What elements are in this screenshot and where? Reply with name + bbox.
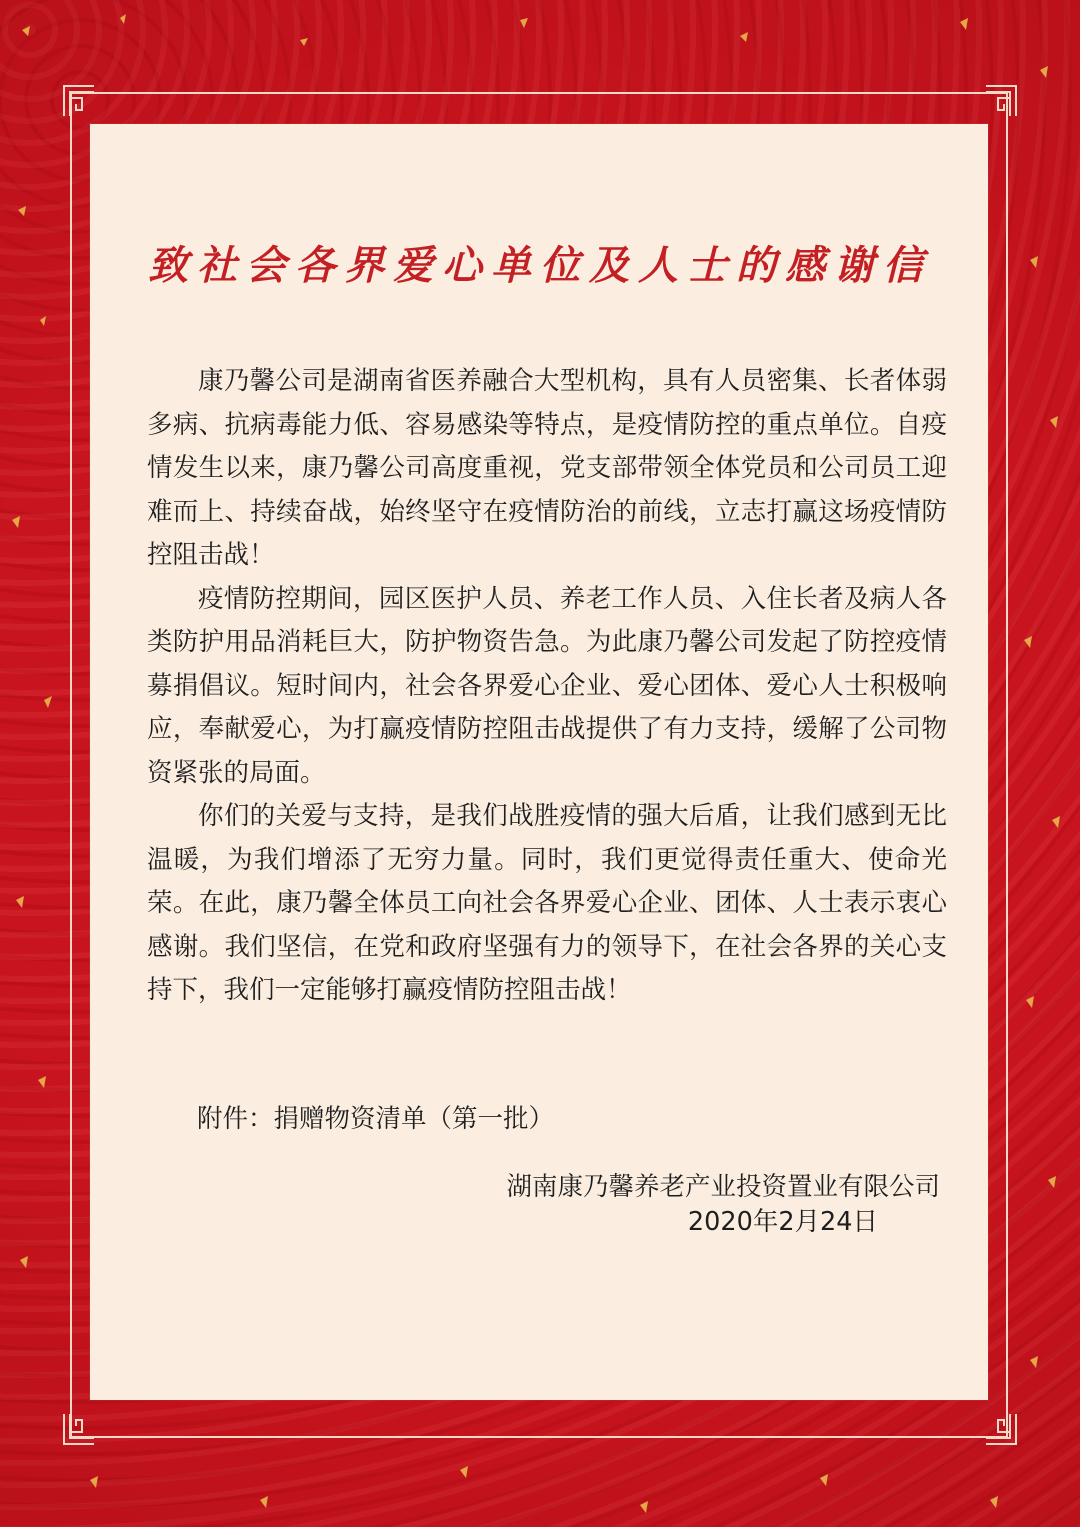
signature-date: 2020年2月24日 [687,1207,878,1237]
paragraph-2: 疫情防控期间，园区医护人员、养老工作人员、入住长者及病人各类防护用品消耗巨大，防护物资告急。为此康乃馨公司发起了防控疫情募捐倡议。短时间内，社会各界爱心企业、爱心团体、爱心人士积极响应，奉献爱心，为打赢疫情防控阻击战提供了有力支持，缓解了公司物资紧张的局面。 [147,583,947,788]
letter-body [147,360,947,1013]
corner-ornament-icon [984,84,1018,118]
corner-ornament-icon [984,1412,1018,1446]
corner-ornament-icon [62,84,96,118]
signature-block [506,1170,940,1240]
paragraph-1: 康乃馨公司是湖南省医养融合大型机构，具有人员密集、长者体弱多病、抗病毒能力低、容易感染等特点，是疫情防控的重点单位。自疫情发生以来，康乃馨公司高度重视，党支部带领全体党员和公司员工迎难而上、持续奋战，始终坚守在疫情防治的前线，立志打赢这场疫情防控阻击战！ [147,366,947,570]
signature-company: 湖南康乃馨养老产业投资置业有限公司 [506,1172,940,1202]
letter-title: 致社会各界爱心单位及人士的感谢信 [148,242,932,289]
paragraph-3: 你们的关爱与支持，是我们战胜疫情的强大后盾，让我们感到无比温暖，为我们增添了无穷力量。同时，我们更觉得责任重大、使命光荣。在此，康乃馨全体员工向社会各界爱心企业、团体、人士表示衷心感谢。我们坚信，在党和政府坚强有力的领导下，在社会各界的关心支持下，我们一定能够打赢疫情防控阻击战！ [147,801,947,1005]
corner-ornament-icon [62,1412,96,1446]
attachment-note: 附件：捐赠物资清单（第一批） [197,1104,555,1134]
